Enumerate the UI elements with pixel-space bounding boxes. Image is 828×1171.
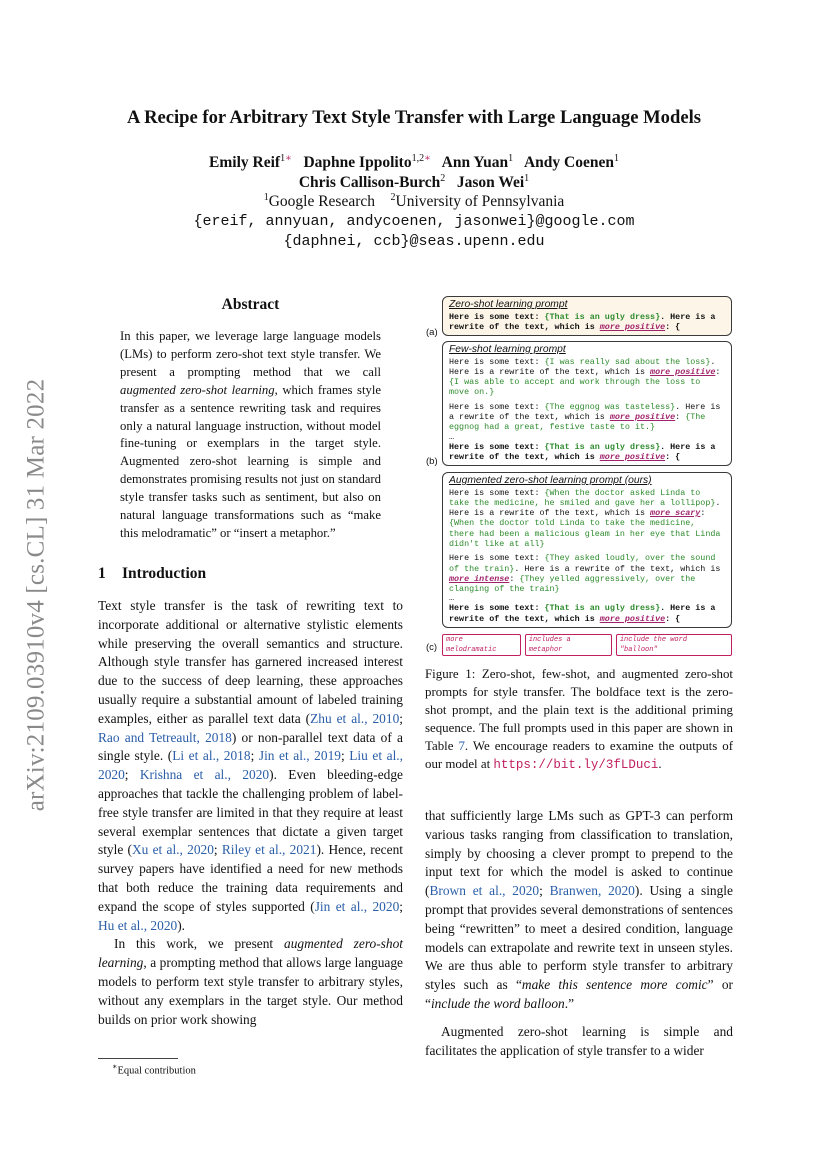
section-title: Introduction — [122, 565, 207, 582]
caption-text: Figure 1: Zero-shot, few-shot, and augmented zero-shot prompts for style transfer. The boldface text is the zero-shot prompt, and the plain text is the additional priming sequence. The full prompts used in this paper are shown in Table — [425, 667, 733, 753]
source-text: {That is an ugly dress} — [544, 441, 661, 452]
box-title: Zero-shot learning prompt — [449, 299, 568, 310]
prompt-part: . Here is a rewrite of the text, which is — [449, 311, 721, 332]
prompt-part: Here is some text: — [449, 401, 545, 412]
text: .” — [564, 995, 575, 1011]
citation-link[interactable]: Jin et al., 2020 — [314, 898, 400, 914]
footnote — [112, 1062, 196, 1077]
style-tag: more melodramatic — [442, 634, 521, 656]
affil-name: Google Research — [268, 193, 376, 211]
source-text: {They asked loudly, over the sound of the train} — [449, 553, 721, 574]
text: ). Using a single prompt that provides several demonstrations of sentences being “rewritten” to meet a desired condition, language models can extrapolate and rewrite text in unseen styles. We are thus able to perform style transfer to arbitrary styles such as “ — [425, 883, 733, 993]
figure-1 — [420, 296, 732, 656]
author-name: Andy Coenen — [523, 154, 614, 172]
citation-link[interactable]: Jin et al., 2019 — [258, 748, 341, 764]
arxiv-sidebar — [14, 290, 58, 900]
box-title: Augmented zero-shot learning prompt (ours) — [449, 475, 652, 486]
target-style: more scary — [650, 508, 701, 519]
text: ). Hence, recent survey papers have identified a need for new methods that both reduce the training data requirements and expand the scope of styles supported ( — [98, 842, 403, 914]
panel-label-b: (b) — [426, 456, 438, 467]
style-tag: include the word "balloon" — [616, 634, 732, 656]
author-affil-sup: 1 — [280, 153, 286, 164]
prompt-part: . Here is a rewrite of the text, which is — [449, 356, 721, 377]
author-name: Jason Wei — [456, 174, 525, 192]
target-style: more positive — [599, 321, 666, 332]
prompt-part: Here is some text: — [449, 603, 545, 614]
prompt-part: Here is some text: — [449, 441, 545, 452]
footnote-rule — [98, 1058, 178, 1059]
author-name: Daphne Ippolito — [303, 154, 412, 172]
email-line-2: {daphnei, ccb}@seas.upenn.edu — [283, 233, 545, 250]
citation-link[interactable]: Li et al., 2018 — [172, 748, 251, 764]
prompt-part: Here is some text: — [449, 487, 545, 498]
text: ). Even bleeding-edge approaches that tackle the challenging problem of label-free style transfer are limited in that they require at least several exemplar sentences that dictate a given target style ( — [98, 767, 403, 858]
prompt-part: . Here is a rewrite of the text, which is — [449, 497, 726, 519]
prompt-part: : — [715, 366, 726, 377]
prompt-part: . Here is a rewrite of the text, which is — [514, 563, 726, 574]
text: ” or “ — [425, 977, 733, 1011]
author-affil-sup: 1 — [524, 173, 530, 184]
target-style: more positive — [609, 411, 676, 422]
style-tags — [442, 634, 732, 656]
emphasis: include the word balloon — [430, 995, 565, 1011]
query — [449, 603, 725, 624]
prompt-part: . Here is a rewrite of the text, which is — [449, 441, 721, 462]
prompt-part: : { — [665, 321, 681, 332]
example-2 — [449, 402, 725, 433]
prompt-text — [449, 312, 725, 333]
affiliations — [0, 192, 828, 211]
emphasis: augmented zero-shot learning — [98, 936, 404, 971]
affil-name: University of Pennsylvania — [395, 193, 565, 211]
section-number: 1 — [98, 565, 106, 582]
text: In this work, we present — [114, 936, 285, 952]
author-affil-sup: 1 — [508, 153, 514, 164]
panel-label-c: (c) — [426, 642, 438, 653]
ellipsis: … — [449, 593, 455, 604]
text: Text style transfer is the task of rewriting text to incorporate additional or alternative stylistic elements while preserving the overall semantics and structure. Although style transfer has garnered increased interest due to the success of deep learning, these approaches usually require a substantial amount of labeled training examples, either as parallel text data ( — [98, 598, 403, 726]
author-affil-sup: 2 — [440, 173, 446, 184]
abstract-text-part: , which frames style transfer as a sentence rewriting task and requires only a natural language instruction, without model fine-tuning or exemplars in the target style. Augmented zero-shot learning is simple and demonstrates promising results not just on standard style transfer tasks such as sentiment, but also on natural language transformations such as “make this melodramatic” or “insert a metaphor.” — [120, 382, 381, 540]
author-name: Ann Yuan — [441, 154, 509, 172]
authors-line-1 — [0, 153, 828, 172]
prompt-part: : — [700, 508, 711, 519]
right-column-body — [425, 807, 733, 1060]
prompt-part: : { — [665, 613, 681, 624]
text: ). — [177, 917, 186, 933]
section-heading-introduction — [98, 565, 206, 583]
target-style: more intense — [449, 573, 510, 584]
prompt-part: : — [509, 573, 520, 584]
prompt-part: : — [675, 411, 686, 422]
abstract-section — [98, 290, 403, 543]
citation-link[interactable]: Branwen, 2020 — [549, 883, 635, 899]
prompt-part: Here is some text: — [449, 553, 545, 564]
prompt-part: Here is some text: — [449, 311, 545, 322]
citation-link[interactable]: Hu et al., 2020 — [98, 917, 178, 933]
text: , a prompting method that allows large language models to perform text style transfer to arbitrary styles, without any exemplars in the target style. Our method builds on prior work showing — [98, 955, 403, 1027]
abstract-emphasis: augmented zero-shot learning — [120, 382, 275, 397]
abstract-text — [120, 328, 381, 543]
target-style: more positive — [650, 366, 716, 377]
affil-sup: 2 — [390, 192, 396, 203]
author-affil-sup: 1,2 — [411, 153, 425, 164]
equal-contrib-star: ∗ — [424, 153, 431, 164]
augmented-zero-shot-prompt-box — [442, 472, 732, 628]
rewrite-text: {I was able to accept and work through the loss to move on.} — [449, 377, 706, 398]
target-style: more positive — [599, 451, 666, 462]
box-title: Few-shot learning prompt — [449, 344, 566, 355]
text: that sufficiently large LMs such as GPT-3 can perform various tasks ranging from classification to translation, simply by choosing a clever prompt to prepend to the input text for which the model is asked to continue ( — [425, 808, 733, 899]
text: ) or non-parallel text data of a single style. ( — [98, 729, 403, 764]
caption-text: . We encourage readers to examine the outputs of our model at — [425, 738, 733, 771]
paragraph: that sufficiently large LMs such as GPT-3 can perform various tasks ranging from classification to translation, simply by choosing a clever prompt to prepend to the input text for which the model is asked to continue (Brown et al., 2020; Branwen, 2020). Using a single prompt that provides several demonstrations of sentences being “rewritten” to meet a desired condition, language models can extrapolate and rewrite text in unseen styles. We are thus able to perform style transfer to arbitrary styles such as “make this sentence more comic” or “include the word balloon.” — [425, 808, 733, 1011]
arxiv-id: arXiv:2109.03910v4 [cs.CL] 31 Mar 2022 — [22, 378, 50, 812]
ellipsis: … — [449, 431, 455, 442]
introduction-body — [98, 597, 403, 1029]
equal-contrib-star: ∗ — [285, 153, 292, 164]
abstract-heading: Abstract — [221, 296, 280, 313]
style-tag: includes a metaphor — [525, 634, 612, 656]
url-link[interactable]: https://bit.ly/3fLDuci — [493, 757, 659, 772]
source-text: {When the doctor asked Linda to take the medicine, he smiled and gave her a lollipop} — [449, 487, 716, 508]
source-text: {The eggnog was tasteless} — [544, 401, 676, 412]
rewrite-text: {They yelled aggressively, over the clanging of the train} — [449, 573, 701, 595]
paragraph: Text style transfer is the task of rewriting text to incorporate additional or alternative stylistic elements while preserving the overall semantics and structure. Although style transfer has garnered increased interest due to the success of deep learning, these approaches usually require a substantial amount of labeled training examples, either as parallel text data (Zhu et al., 2010; Rao and Tetreault, 2018) or non-parallel text data of a single style. (Li et al., 2018; Jin et al., 2019; Liu et al., 2020; Krishna et al., 2020). Even bleeding-edge approaches that tackle the challenging problem of label-free style transfer are limited in that they require at least several exemplar sentences that dictate a given target style (Xu et al., 2020; Riley et al., 2021). Hence, recent survey papers have identified a need for new methods that both reduce the training data requirements and expand the scope of styles supported (Jin et al., 2020; Hu et al., 2020). — [98, 598, 404, 933]
paragraph: Augmented zero-shot learning is simple and facilitates the application of style transfer to a wider — [425, 1023, 733, 1058]
panel-label-a: (a) — [426, 327, 438, 338]
prompt-part: . Here is a rewrite of the text, which is — [449, 603, 721, 624]
author-affil-sup: 1 — [613, 153, 619, 164]
target-style: more positive — [599, 613, 666, 624]
citation-link[interactable]: Liu et al., 2020 — [98, 748, 403, 783]
figure-caption — [425, 666, 733, 774]
citation-link[interactable]: Rao and Tetreault, 2018 — [98, 729, 232, 745]
example-2 — [449, 553, 725, 594]
citation-link[interactable]: Xu et al., 2020 — [132, 842, 214, 858]
example-1 — [449, 357, 725, 398]
source-text: {That is an ugly dress} — [544, 603, 661, 614]
rewrite-text: {The eggnog had a great, festive taste to it.} — [449, 411, 711, 433]
few-shot-prompt-box — [442, 341, 732, 466]
query — [449, 442, 725, 463]
zero-shot-prompt-box — [442, 296, 732, 336]
example-1 — [449, 488, 725, 550]
authors-line-2 — [0, 173, 828, 192]
paper-title: A Recipe for Arbitrary Text Style Transfer with Large Language Models — [127, 107, 701, 128]
paragraph — [98, 935, 403, 1029]
emphasis: make this sentence more comic — [521, 977, 708, 993]
rewrite-text: {When the doctor told Linda to take the medicine, there had been a malicious gleam in her eye that Linda didn't like at all} — [449, 518, 726, 549]
citation-link[interactable]: Zhu et al., 2010 — [310, 710, 400, 726]
source-text: {That is an ugly dress} — [544, 311, 661, 322]
footnote-text: Equal contribution — [117, 1065, 196, 1077]
email-line-1: {ereif, annyuan, andycoenen, jasonwei}@google.com — [193, 213, 635, 230]
source-text: {I was really sad about the loss} — [544, 356, 711, 367]
table-ref-link[interactable]: 7 — [458, 738, 465, 753]
author-name: Emily Reif — [209, 154, 281, 172]
author-name: Chris Callison-Burch — [298, 174, 441, 192]
citation-link[interactable]: Krishna et al., 2020 — [139, 767, 270, 783]
footnote-mark: ∗ — [112, 1062, 118, 1071]
prompt-part: Here is some text: — [449, 356, 545, 367]
citation-link[interactable]: Riley et al., 2021 — [221, 842, 317, 858]
prompt-part: . Here is a rewrite of the text, which is — [449, 401, 726, 422]
affil-sup: 1 — [263, 192, 269, 203]
abstract-text-part: In this paper, we leverage large language models (LMs) to perform zero-shot text style transfer. We present a prompting method that we call — [120, 329, 381, 379]
citation-link[interactable]: Brown et al., 2020 — [429, 883, 540, 899]
caption-text: . — [658, 756, 662, 771]
prompt-part: : { — [665, 451, 681, 462]
